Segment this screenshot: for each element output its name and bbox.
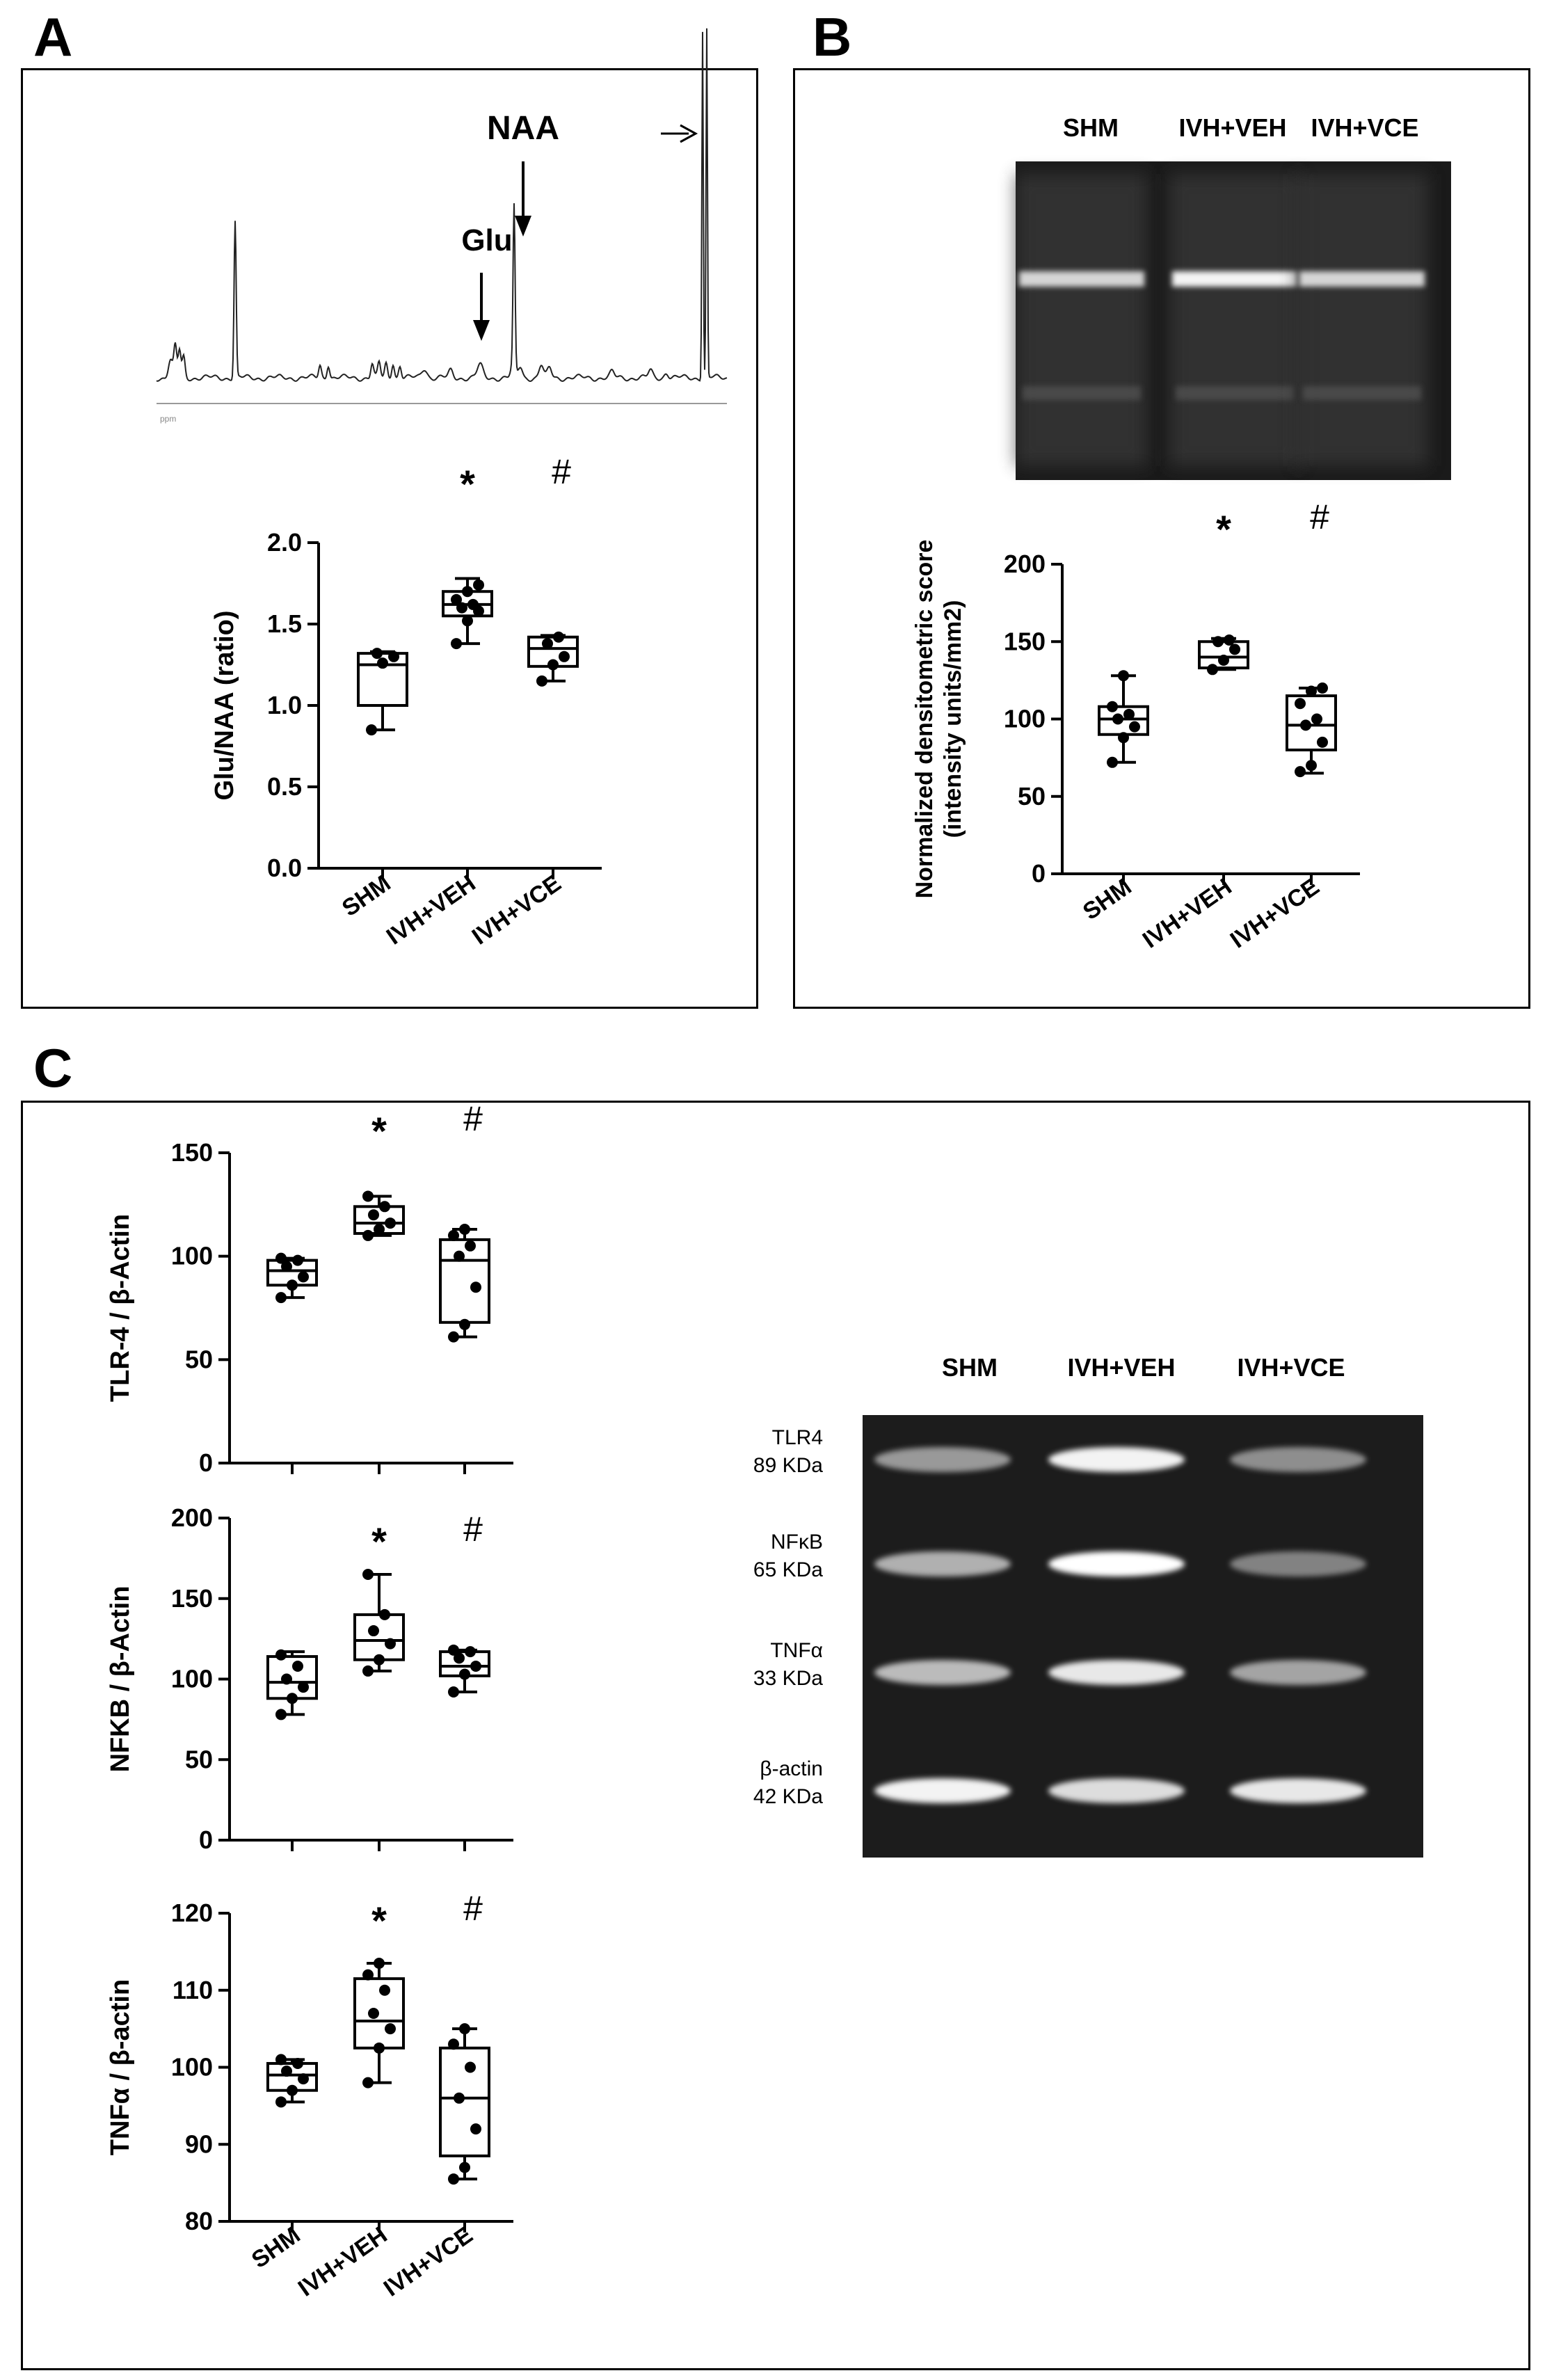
x-tick-label: IVH+VCE	[378, 2221, 478, 2302]
gel-b-lane-label-1: IVH+VEH	[1178, 113, 1287, 142]
box	[440, 1240, 489, 1323]
y-axis-label: TLR-4 / β-Actin	[106, 1213, 135, 1403]
data-point	[1118, 670, 1129, 681]
glu-peak-label: Glu	[461, 223, 513, 257]
western-lane-label-2: IVH+VCE	[1237, 1353, 1345, 1382]
data-point	[467, 599, 479, 610]
data-point	[1112, 714, 1123, 725]
y-tick-label: 80	[184, 2207, 213, 2235]
data-point	[465, 2062, 476, 2073]
data-point	[275, 1292, 287, 1303]
data-point	[1107, 701, 1118, 712]
box-plot-c-nfkb	[106, 1503, 513, 1854]
data-point	[462, 615, 473, 626]
data-point	[371, 648, 383, 659]
data-point	[362, 2077, 374, 2089]
data-point	[379, 1985, 390, 1996]
y-tick-label: 100	[1003, 704, 1046, 733]
y-axis-label: TNFα / β-actin	[106, 1979, 135, 2156]
data-point	[374, 1654, 385, 1666]
data-point	[473, 580, 484, 591]
data-point	[379, 1201, 390, 1212]
data-point	[448, 1332, 459, 1343]
data-point	[465, 1240, 476, 1252]
x-tick-label: IVH+VEH	[293, 2221, 392, 2302]
naa-peak-label: NAA	[487, 110, 559, 147]
data-point	[377, 657, 388, 669]
data-point	[385, 2023, 396, 2034]
y-tick-label: 50	[1017, 781, 1046, 810]
significance-mark: #	[552, 452, 571, 491]
western-row-name-0: TLR4	[771, 1426, 823, 1449]
western-lane-label-0: SHM	[942, 1353, 998, 1382]
data-point	[470, 2123, 481, 2134]
y-tick-label: 50	[184, 1745, 213, 1774]
y-tick-label: 200	[170, 1503, 213, 1532]
significance-mark: *	[371, 1899, 387, 1942]
data-point	[385, 1217, 396, 1229]
data-point	[298, 1271, 309, 1282]
data-point	[1207, 664, 1218, 675]
y-tick-label: 150	[170, 1583, 213, 1613]
data-point	[362, 1970, 374, 1981]
data-point	[1295, 766, 1306, 777]
data-point	[448, 2173, 459, 2185]
y-tick-label: 100	[170, 1241, 213, 1270]
data-point	[542, 638, 553, 649]
panel-letter-b: B	[812, 6, 852, 67]
y-tick-label: 0	[198, 1448, 213, 1477]
y-tick-label: 120	[170, 1899, 213, 1927]
data-point	[451, 594, 462, 605]
y-tick-label: 0	[1031, 859, 1046, 888]
data-point	[374, 1224, 385, 1235]
data-point	[1107, 757, 1118, 768]
gel-b-lane-label-0: SHM	[1063, 113, 1119, 142]
box	[440, 2048, 489, 2156]
data-point	[1118, 732, 1129, 743]
y-tick-label: 2.0	[266, 528, 302, 557]
data-point	[459, 2162, 470, 2173]
y-tick-label: 100	[170, 1664, 213, 1693]
western-row-name-2: TNFα	[770, 1639, 823, 1662]
x-tick-label: IVH+VCE	[1225, 873, 1324, 954]
data-point	[1300, 719, 1311, 730]
data-point	[298, 1682, 309, 1693]
y-tick-label: 1.0	[266, 691, 302, 719]
data-point	[459, 1224, 470, 1235]
y-tick-label: 90	[184, 2130, 213, 2159]
data-point	[362, 1666, 374, 1677]
data-point	[448, 1230, 459, 1241]
y-axis-label: Normalized densitometric score(intensity units/mm2)	[911, 539, 966, 899]
y-tick-label: 150	[170, 1138, 213, 1167]
data-point	[275, 2096, 287, 2107]
data-point	[1224, 634, 1235, 646]
significance-mark: *	[371, 1109, 387, 1153]
box-plot-c-tlr4	[106, 1099, 513, 1477]
box	[355, 1615, 403, 1660]
y-tick-label: 0.0	[266, 854, 302, 882]
data-point	[462, 586, 473, 597]
x-tick-label: IVH+VEH	[1137, 873, 1237, 954]
data-point	[470, 1661, 481, 1672]
data-point	[1229, 644, 1240, 655]
data-point	[368, 1625, 379, 1636]
data-point	[362, 1569, 374, 1580]
x-tick-label: IVH+VEH	[381, 870, 481, 950]
data-point	[448, 1645, 459, 1656]
data-point	[366, 724, 377, 735]
significance-mark: #	[463, 1510, 483, 1549]
data-point	[459, 2023, 470, 2034]
box-plot-c-tnfa	[106, 1889, 513, 2302]
data-point	[553, 632, 564, 643]
data-point	[298, 2073, 309, 2084]
data-point	[275, 1709, 287, 1720]
data-point	[1212, 636, 1224, 647]
western-row-name-1: NFκB	[771, 1531, 823, 1554]
box-plot-a	[210, 452, 602, 950]
y-tick-label: 110	[172, 1975, 213, 2004]
ppm-axis-label: ppm	[160, 414, 177, 424]
y-tick-label: 0	[198, 1826, 213, 1854]
data-point	[368, 1209, 379, 1220]
y-tick-label: 0.5	[266, 772, 302, 801]
data-point	[470, 1281, 481, 1293]
western-row-size-3: 42 KDa	[753, 1785, 823, 1808]
data-point	[368, 2008, 379, 2019]
data-point	[1218, 655, 1229, 666]
data-point	[459, 1319, 470, 1330]
data-point	[1295, 698, 1306, 709]
data-point	[379, 1609, 390, 1620]
box	[1287, 696, 1336, 750]
y-axis-label: NFKB / β-Actin	[106, 1586, 135, 1773]
data-point	[292, 1255, 303, 1266]
western-row-size-1: 65 KDa	[753, 1558, 823, 1581]
data-point	[459, 1669, 470, 1680]
panel-letter-c: C	[33, 1037, 73, 1099]
data-point	[275, 1253, 287, 1264]
significance-mark: *	[1216, 507, 1231, 551]
data-point	[1123, 709, 1135, 720]
y-axis-label: Glu/NAA (ratio)	[210, 610, 239, 801]
data-point	[287, 1279, 298, 1291]
significance-mark: #	[463, 1889, 483, 1928]
y-tick-label: 1.5	[266, 609, 302, 638]
data-point	[374, 1958, 385, 1969]
data-point	[292, 1661, 303, 1672]
y-tick-label: 200	[1003, 550, 1046, 578]
western-row-name-3: β-actin	[760, 1757, 823, 1780]
data-point	[547, 660, 559, 671]
data-point	[1317, 737, 1328, 748]
significance-mark: *	[460, 462, 475, 506]
x-tick-label: SHM	[337, 870, 396, 922]
data-point	[454, 1251, 465, 1262]
box-plot-b	[911, 497, 1360, 954]
data-point	[1306, 760, 1317, 771]
x-tick-label: SHM	[246, 2221, 305, 2274]
x-tick-label: IVH+VCE	[467, 870, 566, 950]
data-point	[292, 2058, 303, 2069]
data-point	[388, 651, 399, 662]
data-point	[287, 1693, 298, 1704]
data-point	[362, 1190, 374, 1201]
box	[268, 1656, 317, 1698]
y-tick-label: 100	[170, 2052, 213, 2082]
data-point	[454, 2093, 465, 2104]
significance-mark: #	[463, 1099, 483, 1138]
y-tick-label: 150	[1003, 627, 1046, 656]
x-tick-label: SHM	[1078, 873, 1137, 925]
data-point	[1306, 685, 1317, 696]
data-point	[1317, 682, 1328, 694]
data-point	[451, 638, 462, 649]
gel-b-lane-label-2: IVH+VCE	[1311, 113, 1419, 142]
data-point	[448, 1686, 459, 1698]
data-point	[287, 2085, 298, 2096]
data-point	[281, 2066, 292, 2077]
significance-mark: #	[1310, 497, 1329, 536]
significance-mark: *	[371, 1519, 387, 1563]
data-point	[559, 651, 570, 662]
data-point	[448, 2038, 459, 2050]
data-point	[275, 2054, 287, 2065]
data-point	[1311, 714, 1322, 725]
data-point	[362, 1230, 374, 1241]
data-point	[374, 2043, 385, 2054]
data-point	[275, 1650, 287, 1661]
y-tick-label: 50	[184, 1345, 213, 1374]
panel-letter-a: A	[33, 6, 73, 67]
western-row-size-0: 89 KDa	[753, 1454, 823, 1477]
data-point	[536, 676, 547, 687]
data-point	[465, 1646, 476, 1657]
data-point	[385, 1638, 396, 1650]
western-row-size-2: 33 KDa	[753, 1667, 823, 1690]
western-lane-label-1: IVH+VEH	[1067, 1353, 1176, 1382]
data-point	[281, 1674, 292, 1685]
box	[1099, 707, 1148, 735]
data-point	[1129, 721, 1140, 733]
